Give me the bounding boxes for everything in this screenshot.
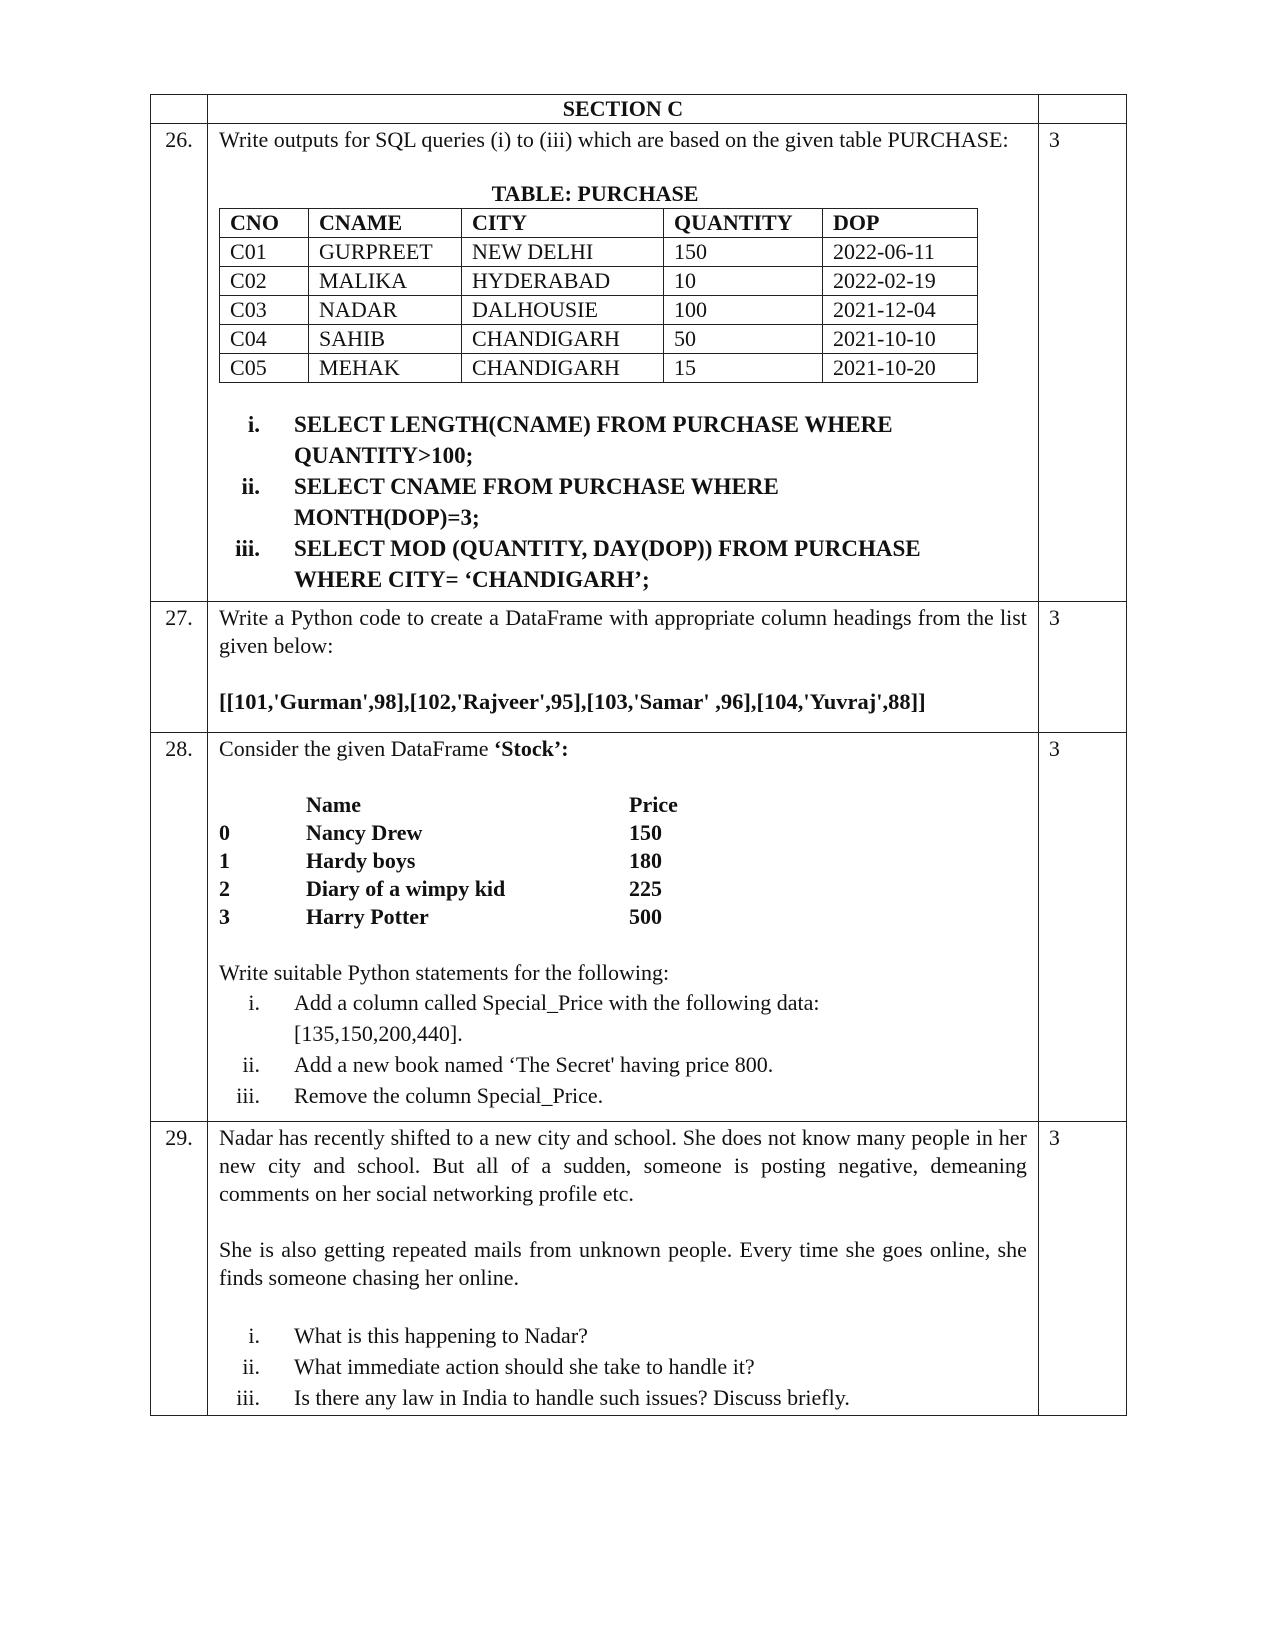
subpart-label: i. [248, 1323, 261, 1348]
cell-dop: 2022-02-19 [823, 267, 978, 296]
dataframe-row [219, 819, 1027, 847]
dataframe-header [219, 791, 1027, 819]
subpart-label: i. [247, 412, 261, 437]
section-number-cell [151, 95, 208, 124]
cell-cno: C02 [220, 267, 309, 296]
table-row [220, 267, 978, 296]
section-header-row [151, 95, 1127, 124]
question-paragraph: Nadar has recently shifted to a new city and school. She does not know many people in her new city and school. But all of a sudden, someone is posting negative, demeaning comments on her social networking profile etc. [219, 1125, 1027, 1206]
cell-cname: SAHIB [309, 325, 462, 354]
cell-cno: C04 [220, 325, 309, 354]
question-marks: 3 [1038, 124, 1126, 602]
table-row [220, 325, 978, 354]
cell-name: Hardy boys [306, 848, 416, 873]
question-prompt: Write a Python code to create a DataFrame with appropriate column headings from the list given below: [219, 605, 1027, 658]
sql-query-item [219, 533, 1027, 595]
cell-dop: 2021-10-10 [823, 325, 978, 354]
subpart-label: iii. [235, 536, 261, 561]
column-header-dop: DOP [823, 209, 978, 238]
cell-city: NEW DELHI [462, 238, 664, 267]
sql-query-line: SELECT CNAME FROM PURCHASE WHERE [294, 474, 779, 499]
stock-dataframe [219, 791, 1027, 931]
prompt-text: Consider the given DataFrame [219, 736, 494, 761]
cell-city: CHANDIGARH [462, 325, 664, 354]
task-list [219, 987, 1027, 1111]
cell-dop: 2021-10-20 [823, 354, 978, 383]
purchase-table-header [220, 209, 978, 238]
cell-name: Diary of a wimpy kid [306, 876, 506, 901]
cell-quantity: 15 [664, 354, 823, 383]
task-item [219, 1049, 1027, 1080]
sql-query-list [219, 409, 1027, 595]
question-prompt: Write outputs for SQL queries (i) to (iii) which are based on the given table PURCHASE: [219, 127, 1009, 152]
task-line: Remove the column Special_Price. [294, 1083, 604, 1108]
subquestion-item [219, 1351, 1027, 1382]
question-paragraph: She is also getting repeated mails from unknown people. Every time she goes online, she finds someone chasing her online. [219, 1237, 1027, 1290]
subpart-label: iii. [236, 1385, 261, 1410]
question-number: 28. [151, 733, 208, 1122]
column-header-quantity: QUANTITY [664, 209, 823, 238]
sql-query-line: WHERE CITY= ‘CHANDIGARH’; [294, 567, 650, 592]
cell-quantity: 10 [664, 267, 823, 296]
question-28-body [208, 733, 1039, 1122]
subquestion-list [219, 1320, 1027, 1413]
cell-cno: C05 [220, 354, 309, 383]
row-index: 2 [219, 876, 231, 901]
question-29-body [208, 1122, 1039, 1416]
cell-name: Harry Potter [306, 904, 429, 929]
task-line: Add a column called Special_Price with the following data: [294, 990, 820, 1015]
question-29-row [151, 1122, 1127, 1416]
cell-cno: C03 [220, 296, 309, 325]
table-row [220, 354, 978, 383]
subpart-label: iii. [236, 1083, 261, 1108]
cell-cname: MEHAK [309, 354, 462, 383]
cell-cname: GURPREET [309, 238, 462, 267]
table-row [220, 238, 978, 267]
question-marks: 3 [1038, 602, 1126, 733]
column-header-price: Price [629, 792, 678, 817]
question-27-body [208, 602, 1039, 733]
task-line: [135,150,200,440]. [294, 1021, 463, 1046]
sql-query-line: MONTH(DOP)=3; [294, 505, 480, 530]
cell-cno: C01 [220, 238, 309, 267]
cell-price: 225 [629, 876, 663, 901]
sql-query-line: SELECT LENGTH(CNAME) FROM PURCHASE WHERE [294, 412, 893, 437]
question-27-row [151, 602, 1127, 733]
dataframe-name: ‘Stock’: [493, 736, 569, 761]
cell-dop: 2021-12-04 [823, 296, 978, 325]
cell-price: 180 [629, 848, 663, 873]
cell-price: 500 [629, 904, 663, 929]
subquestion-item [219, 1320, 1027, 1351]
sql-query-line: QUANTITY>100; [294, 443, 474, 468]
subpart-label: ii. [242, 1052, 261, 1077]
dataframe-row [219, 903, 1027, 931]
column-header-city: CITY [462, 209, 664, 238]
subpart-label: ii. [241, 474, 261, 499]
question-paper-table [150, 94, 1127, 1416]
task-line: Add a new book named ‘The Secret' having price 800. [294, 1052, 774, 1077]
dataframe-row [219, 875, 1027, 903]
cell-name: Nancy Drew [306, 820, 423, 845]
row-index: 3 [219, 904, 231, 929]
cell-cname: MALIKA [309, 267, 462, 296]
column-header-cname: CNAME [309, 209, 462, 238]
column-header-name: Name [306, 792, 362, 817]
cell-cname: NADAR [309, 296, 462, 325]
task-item [219, 1080, 1027, 1111]
row-index: 1 [219, 848, 231, 873]
row-index: 0 [219, 820, 231, 845]
question-number: 29. [151, 1122, 208, 1416]
question-26-row [151, 124, 1127, 602]
sql-query-item [219, 471, 1027, 533]
cell-quantity: 150 [664, 238, 823, 267]
cell-price: 150 [629, 820, 663, 845]
question-prompt [219, 735, 1027, 763]
cell-city: DALHOUSIE [462, 296, 664, 325]
question-number: 26. [151, 124, 208, 602]
subpart-label: ii. [242, 1354, 261, 1379]
section-marks-cell [1038, 95, 1126, 124]
subquestion-item [219, 1382, 1027, 1413]
section-title: SECTION C [208, 95, 1039, 124]
purchase-table [219, 208, 978, 383]
column-header-cno: CNO [220, 209, 309, 238]
cell-dop: 2022-06-11 [823, 238, 978, 267]
question-marks: 3 [1038, 1122, 1126, 1416]
table-caption: TABLE: PURCHASE [491, 181, 699, 206]
cell-quantity: 50 [664, 325, 823, 354]
question-number: 27. [151, 602, 208, 733]
sql-query-line: SELECT MOD (QUANTITY, DAY(DOP)) FROM PURCHASE [294, 536, 921, 561]
table-row [220, 296, 978, 325]
python-list-literal: [[101,'Gurman',98],[102,'Rajveer',95],[103,'Samar' ,96],[104,'Yuvraj',88]] [219, 689, 926, 714]
subpart-label: i. [248, 990, 261, 1015]
cell-city: HYDERABAD [462, 267, 664, 296]
dataframe-row [219, 847, 1027, 875]
index-header [219, 791, 306, 819]
question-marks: 3 [1038, 733, 1126, 1122]
subquestion-text: Is there any law in India to handle such issues? Discuss briefly. [294, 1385, 850, 1410]
cell-city: CHANDIGARH [462, 354, 664, 383]
subquestion-text: What immediate action should she take to handle it? [294, 1354, 755, 1379]
question-instruction: Write suitable Python statements for the following: [219, 960, 670, 985]
question-28-row [151, 733, 1127, 1122]
task-item [219, 987, 1027, 1049]
subquestion-text: What is this happening to Nadar? [294, 1323, 588, 1348]
sql-query-item [219, 409, 1027, 471]
cell-quantity: 100 [664, 296, 823, 325]
question-26-body [208, 124, 1039, 602]
